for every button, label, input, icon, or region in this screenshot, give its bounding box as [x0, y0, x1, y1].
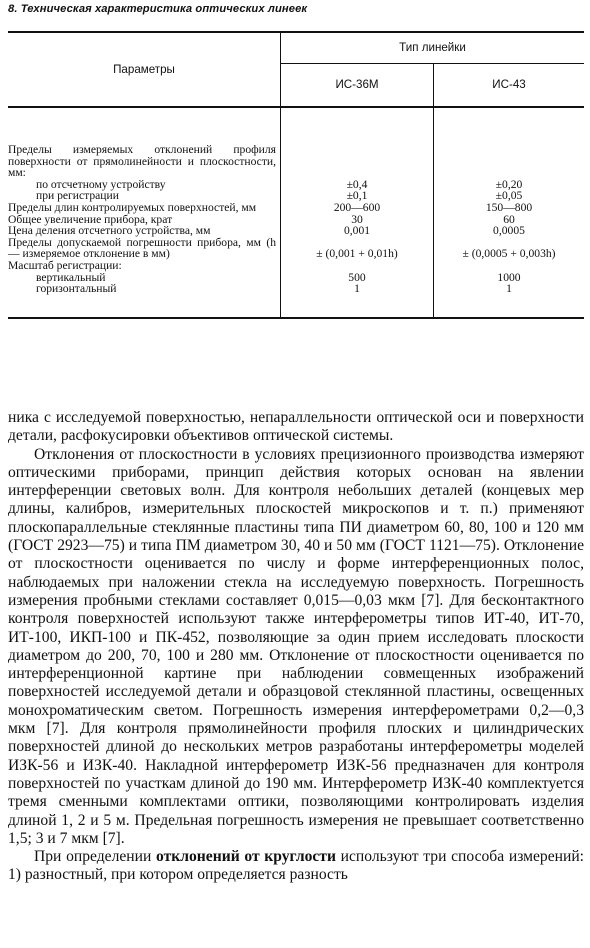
param-cell: вертикальный — [8, 272, 281, 284]
value-cell-1: 200—600 — [281, 202, 434, 214]
value-cell-2: 150—800 — [485, 200, 533, 214]
param-cell: Масштаб регистрации: — [8, 260, 281, 272]
column-header-1: ИС-36М — [281, 64, 434, 107]
table-row — [8, 237, 584, 260]
table-caption: 8. Техническая характеристика оптических линеек — [8, 3, 308, 15]
body-text — [8, 409, 584, 885]
value-cell-1: 1 — [281, 283, 434, 295]
paragraph-3-term: отклонений от круглости — [156, 848, 336, 866]
paragraph-3 — [8, 848, 584, 885]
value-cell-2: 1000 — [497, 270, 521, 284]
value-cell-1 — [281, 260, 434, 272]
param-cell: Пределы допускаемой погрешности прибора, мм (h — измеряемое отклонение в мм) — [8, 237, 281, 260]
value-cell-2: ±0,05 — [495, 189, 523, 203]
table-row — [8, 283, 584, 295]
table-row — [8, 260, 584, 272]
paragraph-1: ника с исследуемой поверхностью, непараллельности оптической оси и поверхности детали, расфокусировки объективов оптической системы. — [8, 409, 584, 445]
specs-table — [8, 31, 584, 319]
value-cell-1: ±0,4 — [281, 179, 434, 191]
value-cell-1: ± (0,001 + 0,01h) — [281, 237, 434, 260]
paragraph-3-start: При определении — [34, 848, 157, 866]
param-cell: при регистрации — [8, 190, 281, 202]
value-cell-2: 60 — [503, 212, 515, 226]
param-cell: горизонтальный — [8, 283, 281, 295]
value-cell-1: 30 — [281, 214, 434, 226]
param-cell: по отсчетному устройству — [8, 179, 281, 191]
param-cell: Цена деления отсчетного устройства, мм — [8, 225, 281, 237]
value-cell-1 — [281, 144, 434, 179]
paragraph-3-end: используют три способа измерений: 1) разностный, при котором определяется разность — [8, 848, 585, 884]
table-row — [8, 225, 584, 237]
param-cell: Общее увеличение прибора, крат — [8, 214, 281, 226]
type-header: Тип линейки — [281, 32, 585, 64]
value-cell-2 — [434, 144, 585, 179]
value-cell-2: ± (0,0005 + 0,003h) — [462, 247, 556, 261]
paragraph-2: Отклонения от плоскостности в условиях прецизионного производства измеряют оптическими приборами, принцип действия которых основан на явлении интерференции световых волн. Для контроля небольших деталей (концевых мер длины, калибров, измерительных плоскостей микроскопов и т. п.) применяют плоскопараллельные стеклянные пластины типа ПИ диаметром 60, 80, 100 и 120 мм (ГОСТ 2923—75) и типа ПМ диаметром 30, 40 и 50 мм (ГОСТ 1121—75). Отклонение от плоскостности оценивается по числу и форме интерференционных полос, наблюдаемых при наложении стекла на исследуемую поверхность. Погрешность измерения пробными стеклами составляет 0,015—0,03 мкм [7]. Для бесконтактного контроля поверхностей используют также интерферометры типов ИТ-40, ИТ-70, ИТ-100, ИКП-100 и ПК-452, позволяющие за один прием исследовать плоскости диаметром до 200, 70, 100 и 280 мм. Отклонение от плоскостности оценивается по интерференционной картине при наблюдении совмещенных изображений поверхностей исследуемой детали и образцовой стеклянной пластины, освещенных монохроматическим светом. Погрешность измерения интерферометрами 0,2—0,3 мкм [7]. Для контроля прямолинейности профиля плоских и цилиндрических поверхностей длиной до нескольких метров разработаны интерферометры моделей ИЗК-56 и ИЗК-40. Накладной интерферометр ИЗК-56 предназначен для контроля поверхностей по участкам длиной до 190 мм. Интерферометр ИЗК-40 комплектуется тремя сменными комплектами оптики, позволяющими контролировать изделия длиной 1, 2 и 5 м. Предельная погрешность измерения не превышает соответственно 1,5; 3 и 7 мкм [7]. — [8, 445, 584, 847]
value-cell-2: 1 — [506, 282, 512, 296]
value-cell-2: 0,0005 — [493, 224, 525, 238]
value-cell-2 — [434, 260, 585, 272]
value-cell-1: 500 — [281, 272, 434, 284]
param-header: Параметры — [8, 32, 281, 107]
value-cell-1: ±0,1 — [281, 190, 434, 202]
table-row — [8, 144, 584, 179]
column-header-2: ИС-43 — [434, 64, 585, 107]
table-row — [8, 202, 584, 214]
param-cell: Пределы измеряемых отклонений профиля поверхности от прямолинейности и плоскостности, мм: — [8, 144, 281, 179]
param-cell: Пределы длин контролируемых поверхностей, мм — [8, 202, 281, 214]
value-cell-2: ±0,20 — [495, 177, 523, 191]
value-cell-1: 0,001 — [281, 225, 434, 237]
